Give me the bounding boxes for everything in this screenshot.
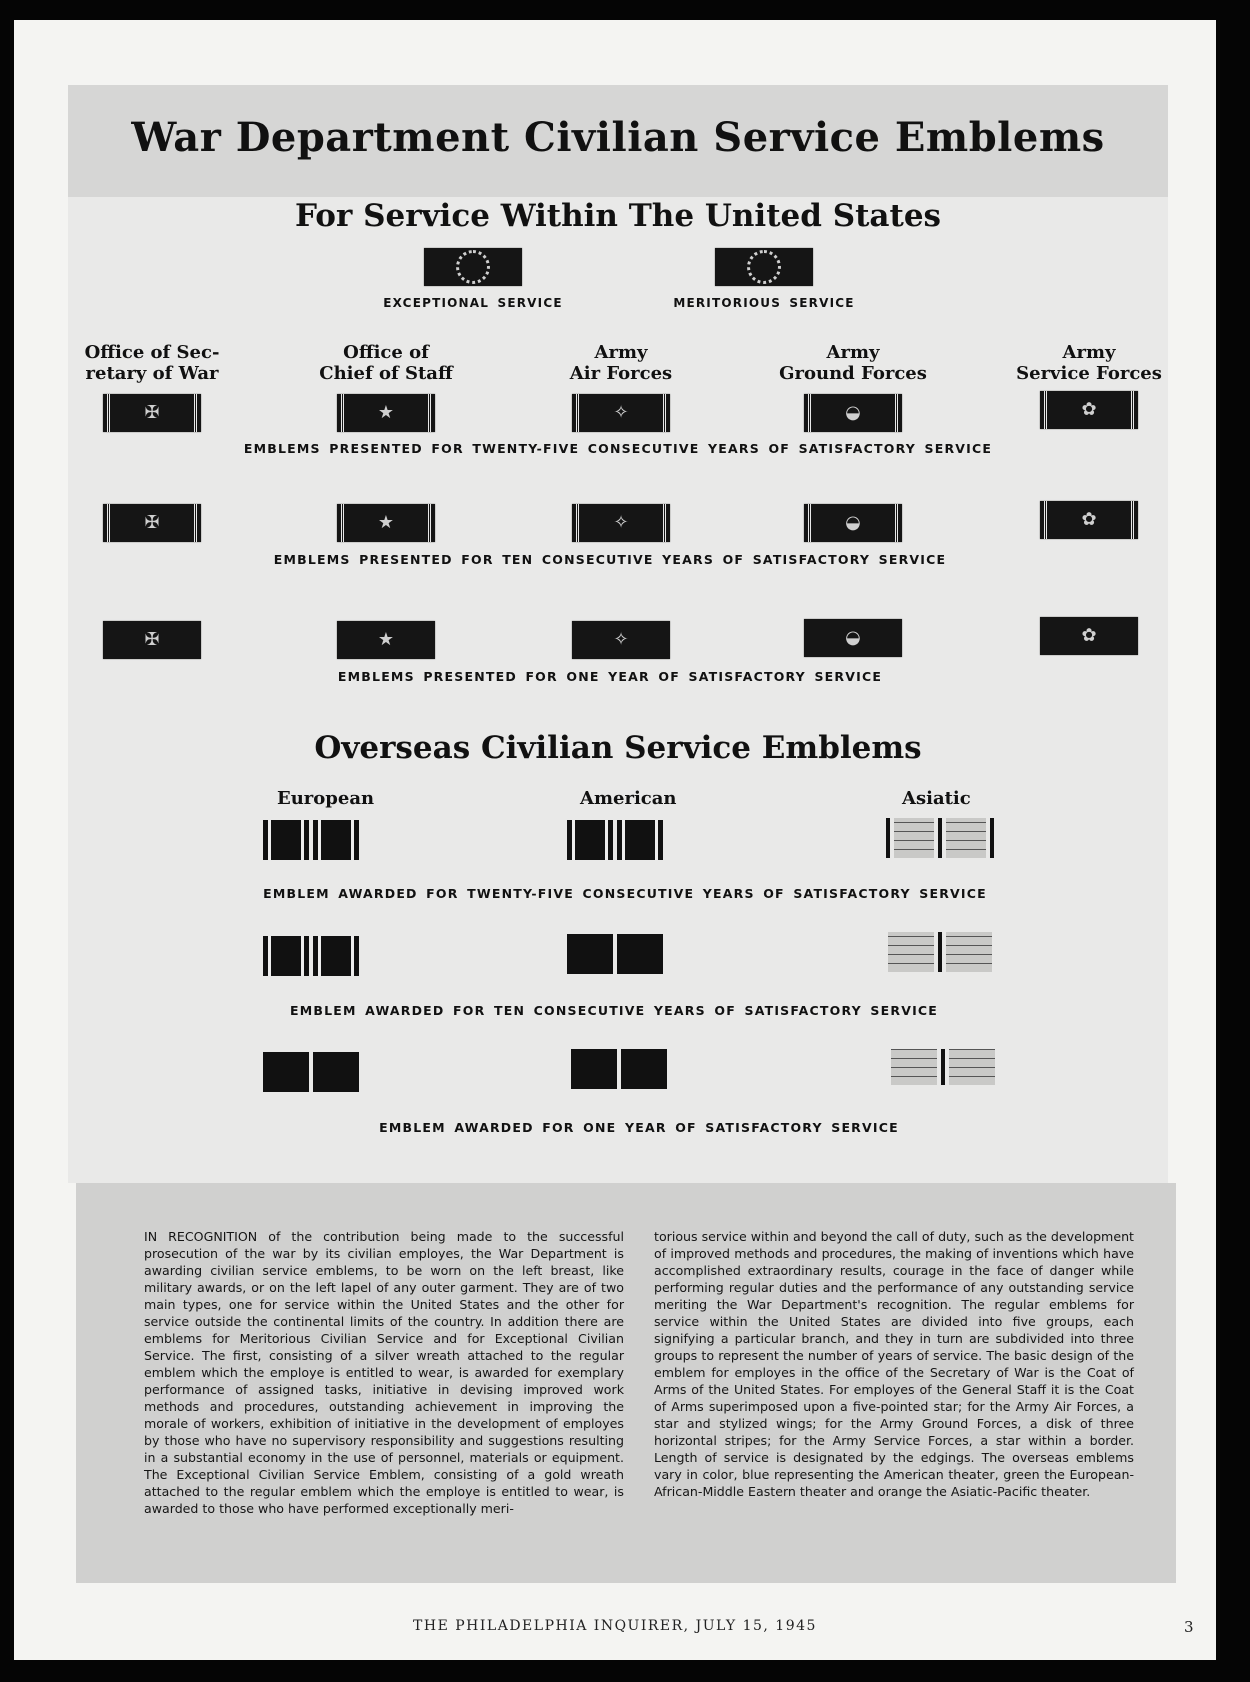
ribbon-air-forces-25yr: [572, 394, 670, 432]
striped-disk-icon: ◒: [845, 402, 861, 423]
star-icon: ★: [377, 629, 395, 650]
branch-header-line2: Air Forces: [569, 363, 673, 384]
star-icon: ★: [377, 402, 395, 423]
caption-25yr-domestic: EMBLEMS PRESENTED FOR TWENTY-FIVE CONSECUTIVE YEARS OF SATISFACTORY SERVICE: [243, 441, 993, 456]
branch-header-line1: Office of: [343, 342, 429, 363]
ribbon-half: [946, 818, 986, 858]
branch-header-line1: Army: [1062, 342, 1116, 363]
caption-10yr-domestic: EMBLEMS PRESENTED FOR TEN CONSECUTIVE YEARS OF SATISFACTORY SERVICE: [273, 552, 947, 567]
ribbon-secretary-1yr: [103, 621, 201, 659]
region-european: European: [277, 788, 375, 809]
branch-header-ground-forces: [779, 342, 927, 384]
ribbon-half: [617, 820, 663, 860]
ribbon-american-10yr: [567, 934, 663, 974]
ribbon-chief-of-staff-10yr: [337, 504, 435, 542]
ribbon-secretary-25yr: [103, 394, 201, 432]
ribbon-ground-forces-10yr: [804, 504, 902, 542]
bordered-star-icon: ✿: [1081, 399, 1097, 420]
newspaper-page: [14, 20, 1216, 1660]
bordered-star-icon: ✿: [1081, 509, 1097, 530]
ribbon-service-forces-25yr: [1040, 391, 1138, 429]
ribbon-half: [263, 1052, 309, 1092]
branch-header-line1: Army: [594, 342, 648, 363]
ribbon-ground-forces-1yr: [804, 619, 902, 657]
ribbon-half: [263, 820, 309, 860]
ribbon-half: [313, 820, 359, 860]
ribbon-ground-forces-25yr: [804, 394, 902, 432]
bordered-star-icon: ✿: [1081, 625, 1097, 646]
ribbon-half: [571, 1049, 617, 1089]
branch-header-secretary-of-war: [85, 342, 220, 384]
exceptional-service-label: EXCEPTIONAL SERVICE: [383, 296, 563, 310]
ribbon-european-1yr: [263, 1052, 359, 1092]
ribbon-half: [621, 1049, 667, 1089]
ribbon-american-1yr: [571, 1049, 667, 1089]
region-american: American: [580, 788, 677, 809]
ribbon-half: [313, 1052, 359, 1092]
ribbon-secretary-10yr: [103, 504, 201, 542]
meritorious-service-label: MERITORIOUS SERVICE: [673, 296, 855, 310]
ribbon-edge: [941, 1049, 945, 1085]
newspaper-credit: THE PHILADELPHIA INQUIRER, JULY 15, 1945: [413, 1618, 817, 1634]
eagle-icon: ✠: [144, 512, 160, 533]
branch-header-service-forces: [1016, 342, 1162, 384]
ribbon-edge: [990, 818, 994, 858]
ribbon-half: [313, 936, 359, 976]
ribbon-european-25yr: [263, 820, 359, 860]
page-number: 3: [1184, 1618, 1194, 1636]
ribbon-service-forces-10yr: [1040, 501, 1138, 539]
ribbon-european-10yr: [263, 936, 359, 976]
caption-25yr-overseas: EMBLEM AWARDED FOR TWENTY-FIVE CONSECUTIVE YEARS OF SATISFACTORY SERVICE: [263, 886, 987, 901]
branch-header-line2: Ground Forces: [779, 363, 927, 384]
domestic-heading: For Service Within The United States: [294, 198, 942, 234]
branch-header-line1: Office of Sec-: [84, 342, 220, 363]
page-title: War Department Civilian Service Emblems: [131, 114, 1105, 161]
ribbon-half: [894, 818, 934, 858]
branch-header-air-forces: [570, 342, 672, 384]
ribbon-half: [949, 1049, 995, 1085]
winged-star-icon: ✧: [613, 402, 629, 423]
ribbon-half: [567, 934, 613, 974]
ribbon-edge: [938, 818, 942, 858]
ribbon-asiatic-25yr: [886, 818, 994, 858]
eagle-icon: ✠: [144, 629, 160, 650]
ribbon-half: [567, 820, 613, 860]
striped-disk-icon: ◒: [845, 512, 861, 533]
winged-star-icon: ✧: [613, 629, 629, 650]
exceptional-service-ribbon: [424, 248, 522, 286]
branch-header-line1: Army: [826, 342, 880, 363]
ribbon-asiatic-1yr: [891, 1049, 995, 1085]
ribbon-half: [946, 932, 992, 972]
ribbon-asiatic-10yr: [888, 932, 992, 972]
wreath-icon: [747, 250, 781, 284]
branch-header-line2: Chief of Staff: [319, 363, 453, 384]
caption-1yr-domestic: EMBLEMS PRESENTED FOR ONE YEAR OF SATISFACTORY SERVICE: [337, 669, 883, 684]
ribbon-service-forces-1yr: [1040, 617, 1138, 655]
overseas-heading: Overseas Civilian Service Emblems: [314, 730, 922, 766]
ribbon-air-forces-10yr: [572, 504, 670, 542]
article-column-left: IN RECOGNITION of the contribution being made to the successful prosecution of the war by its civilian employes, the War Department is awarding civilian service emblems, to be worn on the left breast, like military awards, or on the left lapel of any outer garment. They are of two main types, one for service within the United States and the other for service outside the continental limits of the country. In addition there are emblems for Meritorious Civilian Service and for Exceptional Civilian Service. The first, consisting of a silver wreath attached to the regular emblem which the employe is entitled to wear, is awarded for exemplary performance of assigned tasks, initiative in devising improved work methods and procedures, outstanding achievement in improving the morale of workers, exhibition of initiative in the development of employes by those who have no supervisory responsibility and suggestions resulting in a substantial economy in the use of personnel, materials or equipment. The Exceptional Civilian Service Emblem, consisting of a gold wreath attached to the regular emblem which the employe is entitled to wear, is awarded to those who have performed exceptionally meri-: [144, 1229, 624, 1516]
branch-header-line2: Service Forces: [1016, 363, 1162, 384]
caption-1yr-overseas: EMBLEM AWARDED FOR ONE YEAR OF SATISFACTORY SERVICE: [379, 1120, 899, 1135]
ribbon-chief-of-staff-1yr: [337, 621, 435, 659]
ribbon-half: [263, 936, 309, 976]
striped-disk-icon: ◒: [845, 627, 861, 648]
ribbon-american-25yr: [567, 820, 663, 860]
ribbon-half: [888, 932, 934, 972]
ribbon-half: [617, 934, 663, 974]
ribbon-edge: [886, 818, 890, 858]
wreath-icon: [456, 250, 490, 284]
star-icon: ★: [377, 512, 395, 533]
ribbon-half: [891, 1049, 937, 1085]
winged-star-icon: ✧: [613, 512, 629, 533]
ribbon-edge: [938, 932, 942, 972]
ribbon-chief-of-staff-25yr: [337, 394, 435, 432]
meritorious-service-ribbon: [715, 248, 813, 286]
region-asiatic: Asiatic: [902, 788, 971, 809]
branch-header-chief-of-staff: [319, 342, 452, 384]
ribbon-air-forces-1yr: [572, 621, 670, 659]
branch-header-line2: retary of War: [85, 363, 219, 384]
caption-10yr-overseas: EMBLEM AWARDED FOR TEN CONSECUTIVE YEARS OF SATISFACTORY SERVICE: [289, 1003, 939, 1018]
eagle-icon: ✠: [144, 402, 160, 423]
article-column-right: torious service within and beyond the call of duty, such as the development of improved methods and procedures, the making of inventions which have accomplished extraordinary results, courage in the face of danger while performing regular duties and the performance of any outstanding service meriting the War Department's recognition. The regular emblems for service within the United States are divided into five groups, each signifying a particular branch, and they in turn are subdivided into three groups to represent the number of years of service. The basic design of the emblem for employes in the office of the Secretary of War is the Coat of Arms of the United States. For employes of the General Staff it is the Coat of Arms superimposed upon a five-pointed star; for the Army Air Forces, a star and stylized wings; for the Army Ground Forces, a disk of three horizontal stripes; for the Army Service Forces, a star within a border. Length of service is designated by the edgings. The overseas emblems vary in color, blue representing the American theater, green the European-African-Middle Eastern theater and orange the Asiatic-Pacific theater.: [654, 1229, 1134, 1499]
